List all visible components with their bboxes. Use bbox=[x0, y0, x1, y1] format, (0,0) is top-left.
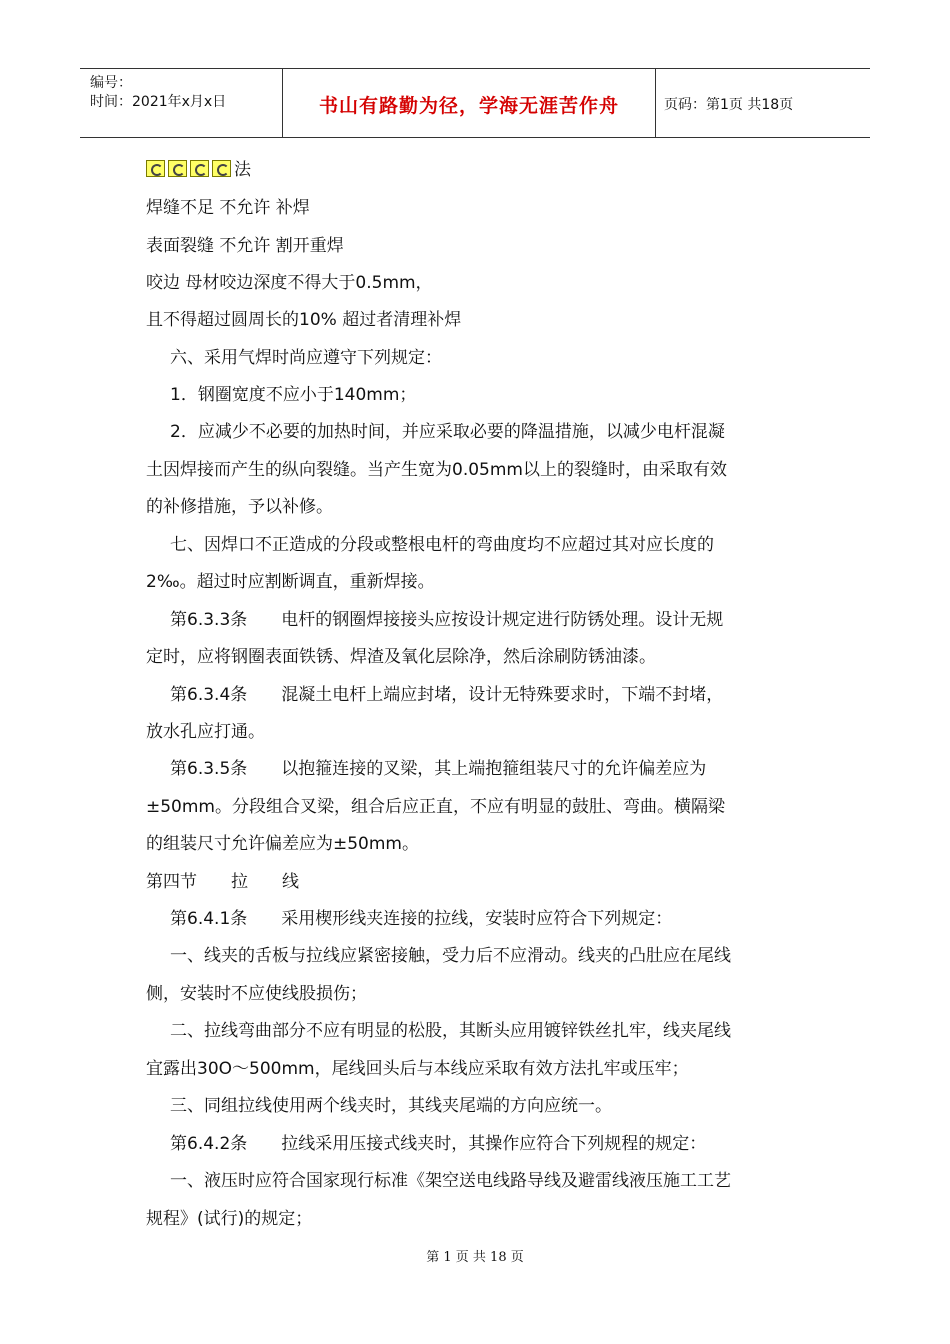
section-title-char-1: 拉 bbox=[231, 872, 248, 892]
clause-6-4-2 bbox=[170, 1132, 706, 1156]
clause-number: 第6.3.5条 bbox=[170, 759, 248, 779]
clause-6-3-5 bbox=[170, 757, 706, 781]
clause-6-3-3 bbox=[170, 608, 723, 632]
text-line-7: 1．钢圈宽度不应小于140mm； bbox=[170, 385, 417, 405]
clause-6-4-1 bbox=[170, 907, 672, 931]
text-line-2: 焊缝不足 不允许 补焊 bbox=[146, 198, 310, 218]
document-icon bbox=[212, 160, 231, 177]
clause-text: 拉线采用压接式线夹时，其操作应符合下列规程的规定： bbox=[281, 1134, 707, 1154]
text-line-11: 七、因焊口不正造成的分段或整根电杆的弯曲度均不应超过其对应长度的 bbox=[170, 535, 714, 555]
text-line-16: 放水孔应打通。 bbox=[146, 722, 265, 742]
text-line-4: 咬边 母材咬边深度不得大于0.5mm， bbox=[146, 273, 433, 293]
clause-text: 电杆的钢圈焊接接头应按设计规定进行防锈处理。设计无规 bbox=[281, 610, 724, 630]
text-line-24: 二、拉线弯曲部分不应有明显的松股，其断头应用镀锌铁丝扎牢，线夹尾线 bbox=[170, 1021, 731, 1041]
text-line-8: 2．应减少不必要的加热时间，并应采取必要的降温措施，以减少电杆混凝 bbox=[170, 422, 725, 442]
header-motto-cell bbox=[282, 69, 656, 137]
clause-number: 第6.4.2条 bbox=[170, 1134, 248, 1154]
section-title-char-2: 线 bbox=[282, 872, 299, 892]
clause-text: 混凝土电杆上端应封堵，设计无特殊要求时，下端不封堵， bbox=[281, 685, 724, 705]
page-info: 页码：第1页 共18页 bbox=[664, 97, 794, 113]
text-line-23: 侧，安装时不应使线股损伤； bbox=[146, 984, 367, 1004]
clause-text: 采用楔形线夹连接的拉线，安装时应符合下列规定： bbox=[281, 909, 673, 929]
text-line-19: 的组装尺寸允许偏差应为±50mm。 bbox=[146, 834, 419, 854]
clause-number: 第6.3.4条 bbox=[170, 685, 248, 705]
text-line-14: 定时，应将钢圈表面铁锈、焊渣及氧化层除净，然后涂刷防锈油漆。 bbox=[146, 647, 656, 667]
clause-6-3-4 bbox=[170, 683, 723, 707]
text-line-6: 六、采用气焊时尚应遵守下列规定： bbox=[170, 348, 442, 368]
text-line-18: ±50mm。分段组合叉梁，组合后应正直，不应有明显的鼓肚、弯曲。横隔梁 bbox=[146, 797, 725, 817]
text-line-22: 一、线夹的舌板与拉线应紧密接触，受力后不应滑动。线夹的凸肚应在尾线 bbox=[170, 946, 731, 966]
text-line-28: 一、液压时应符合国家现行标准《架空送电线路导线及避雷线液压施工工艺 bbox=[170, 1171, 731, 1191]
text-line-26: 三、同组拉线使用两个线夹时，其线夹尾端的方向应统一。 bbox=[170, 1096, 612, 1116]
text-line-1-suffix: 法 bbox=[234, 160, 251, 180]
text-line-29: 规程》(试行)的规定； bbox=[146, 1209, 313, 1229]
motto: 书山有路勤为径，学海无涯苦作舟 bbox=[318, 95, 619, 117]
document-icon bbox=[190, 160, 209, 177]
document-icon bbox=[146, 160, 165, 177]
header-meta-cell bbox=[80, 69, 282, 137]
text-line-5: 且不得超过圆周长的10% 超过者清理补焊 bbox=[146, 310, 462, 330]
section-number: 第四节 bbox=[146, 872, 197, 892]
section-heading bbox=[146, 870, 299, 894]
text-line-3: 表面裂缝 不允许 割开重焊 bbox=[146, 236, 344, 256]
document-icon bbox=[168, 160, 187, 177]
page-footer: 第 1 页 共 18 页 bbox=[426, 1250, 524, 1265]
text-line-12: 2‰。超过时应割断调直，重新焊接。 bbox=[146, 572, 435, 592]
time-label: 时间：2021年x月x日 bbox=[90, 94, 227, 110]
page-header bbox=[80, 68, 870, 138]
header-page-cell bbox=[655, 69, 870, 137]
text-line-10: 的补修措施，予以补修。 bbox=[146, 497, 333, 517]
clause-text: 以抱箍连接的叉梁，其上端抱箍组装尺寸的允许偏差应为 bbox=[281, 759, 707, 779]
clause-number: 第6.3.3条 bbox=[170, 610, 248, 630]
text-line-9: 土因焊接而产生的纵向裂缝。当产生宽为0.05mm以上的裂缝时，由采取有效 bbox=[146, 460, 727, 480]
text-line-1 bbox=[146, 158, 251, 182]
clause-number: 第6.4.1条 bbox=[170, 909, 248, 929]
number-label: 编号： bbox=[90, 75, 132, 91]
text-line-25: 宜露出30O～500mm，尾线回头后与本线应采取有效方法扎牢或压牢； bbox=[146, 1059, 689, 1079]
